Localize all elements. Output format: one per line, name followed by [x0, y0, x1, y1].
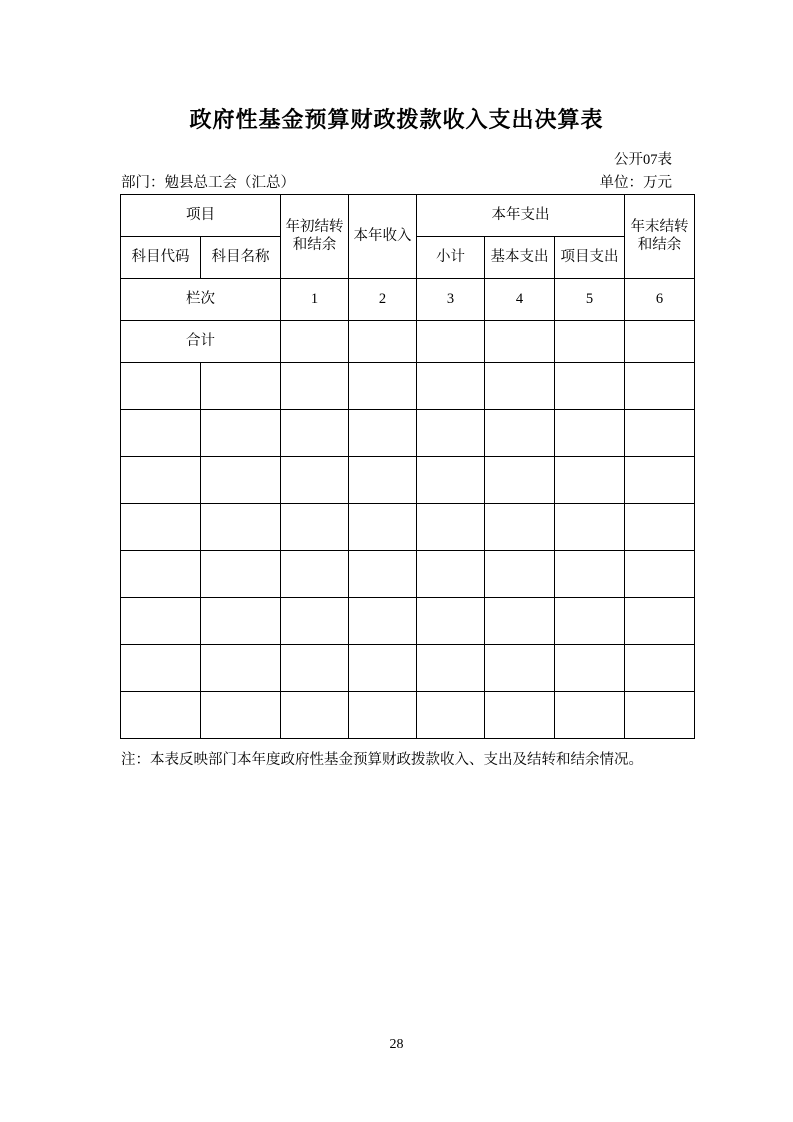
- form-code-label: 公开07表: [614, 152, 672, 168]
- cell-value-4: [485, 363, 555, 410]
- total-label: 合计: [121, 321, 281, 363]
- table-row: [121, 410, 695, 457]
- cell-value-5: [555, 410, 625, 457]
- table-header-row-1: [121, 195, 695, 237]
- cell-code: [121, 363, 201, 410]
- cell-value-4: [485, 504, 555, 551]
- cell-value-2: [349, 598, 417, 645]
- cell-value-2: [349, 692, 417, 739]
- cell-value-3: [417, 410, 485, 457]
- table-row: [121, 645, 695, 692]
- page-number: 28: [389, 1037, 404, 1052]
- cell-value-5: [555, 551, 625, 598]
- cell-code: [121, 551, 201, 598]
- cell-value-5: [555, 504, 625, 551]
- lane-number-1: 1: [281, 279, 349, 321]
- cell-value-6: [625, 457, 695, 504]
- header-project-expense: 项目支出: [555, 237, 625, 279]
- cell-value-6: [625, 692, 695, 739]
- cell-name: [201, 410, 281, 457]
- cell-value-1: [281, 504, 349, 551]
- cell-value-1: [281, 645, 349, 692]
- cell-value-6: [625, 410, 695, 457]
- lane-number-5: 5: [555, 279, 625, 321]
- cell-name: [201, 551, 281, 598]
- cell-value-1: [281, 692, 349, 739]
- cell-value-2: [349, 504, 417, 551]
- cell-value-1: [281, 457, 349, 504]
- cell-value-2: [349, 551, 417, 598]
- lane-number-2: 2: [349, 279, 417, 321]
- cell-value-2: [349, 410, 417, 457]
- header-subject-name: 科目名称: [201, 237, 281, 279]
- header-item-group: 项目: [121, 195, 281, 237]
- cell-name: [201, 645, 281, 692]
- cell-value-4: [485, 645, 555, 692]
- cell-name: [201, 457, 281, 504]
- cell-code: [121, 645, 201, 692]
- cell-value-5: [555, 645, 625, 692]
- header-year-expense-group: 本年支出: [417, 195, 625, 237]
- cell-value-6: [625, 645, 695, 692]
- cell-value-2: [349, 457, 417, 504]
- cell-value-4: [485, 410, 555, 457]
- total-value-2: [349, 321, 417, 363]
- table-row: [121, 551, 695, 598]
- header-end-balance-line1: 年末结转: [630, 219, 689, 236]
- cell-value-6: [625, 551, 695, 598]
- unit-label: 单位：万元: [599, 175, 672, 191]
- header-begin-balance: [281, 195, 349, 279]
- cell-value-5: [555, 363, 625, 410]
- total-value-6: [625, 321, 695, 363]
- header-begin-balance-line2: 和结余: [292, 236, 337, 253]
- cell-value-2: [349, 363, 417, 410]
- table-total-row: [121, 321, 695, 363]
- department-label: 部门：勉县总工会（汇总）: [121, 175, 295, 191]
- lane-number-3: 3: [417, 279, 485, 321]
- cell-value-3: [417, 457, 485, 504]
- cell-code: [121, 692, 201, 739]
- cell-code: [121, 598, 201, 645]
- table-note: 注：本表反映部门本年度政府性基金预算财政拨款收入、支出及结转和结余情况。: [121, 752, 643, 768]
- cell-value-6: [625, 504, 695, 551]
- page-title: 政府性基金预算财政拨款收入支出决算表: [189, 107, 604, 132]
- cell-value-3: [417, 645, 485, 692]
- total-value-5: [555, 321, 625, 363]
- table-lane-row: [121, 279, 695, 321]
- cell-value-5: [555, 598, 625, 645]
- total-value-4: [485, 321, 555, 363]
- cell-value-6: [625, 598, 695, 645]
- cell-value-2: [349, 645, 417, 692]
- total-value-3: [417, 321, 485, 363]
- header-begin-balance-line1: 年初结转: [285, 219, 344, 236]
- cell-value-4: [485, 598, 555, 645]
- total-value-1: [281, 321, 349, 363]
- cell-value-5: [555, 457, 625, 504]
- cell-value-4: [485, 692, 555, 739]
- cell-value-3: [417, 598, 485, 645]
- cell-value-3: [417, 692, 485, 739]
- lane-number-4: 4: [485, 279, 555, 321]
- cell-value-4: [485, 457, 555, 504]
- cell-name: [201, 598, 281, 645]
- header-end-balance: [625, 195, 695, 279]
- table-row: [121, 598, 695, 645]
- cell-value-5: [555, 692, 625, 739]
- table-row: [121, 504, 695, 551]
- header-subtotal: 小计: [417, 237, 485, 279]
- cell-value-6: [625, 363, 695, 410]
- cell-code: [121, 504, 201, 551]
- header-subject-code: 科目代码: [121, 237, 201, 279]
- header-basic-expense: 基本支出: [485, 237, 555, 279]
- cell-code: [121, 457, 201, 504]
- cell-value-4: [485, 551, 555, 598]
- cell-value-3: [417, 551, 485, 598]
- cell-name: [201, 363, 281, 410]
- cell-name: [201, 504, 281, 551]
- header-year-income: 本年收入: [349, 195, 417, 279]
- table-row: [121, 363, 695, 410]
- cell-value-3: [417, 363, 485, 410]
- lane-label: 栏次: [121, 279, 281, 321]
- cell-value-1: [281, 410, 349, 457]
- cell-value-1: [281, 598, 349, 645]
- header-end-balance-line2: 和结余: [637, 236, 682, 253]
- budget-table: [120, 194, 695, 739]
- table-row: [121, 457, 695, 504]
- lane-number-6: 6: [625, 279, 695, 321]
- cell-value-1: [281, 363, 349, 410]
- table-row: [121, 692, 695, 739]
- cell-value-3: [417, 504, 485, 551]
- cell-code: [121, 410, 201, 457]
- cell-value-1: [281, 551, 349, 598]
- cell-name: [201, 692, 281, 739]
